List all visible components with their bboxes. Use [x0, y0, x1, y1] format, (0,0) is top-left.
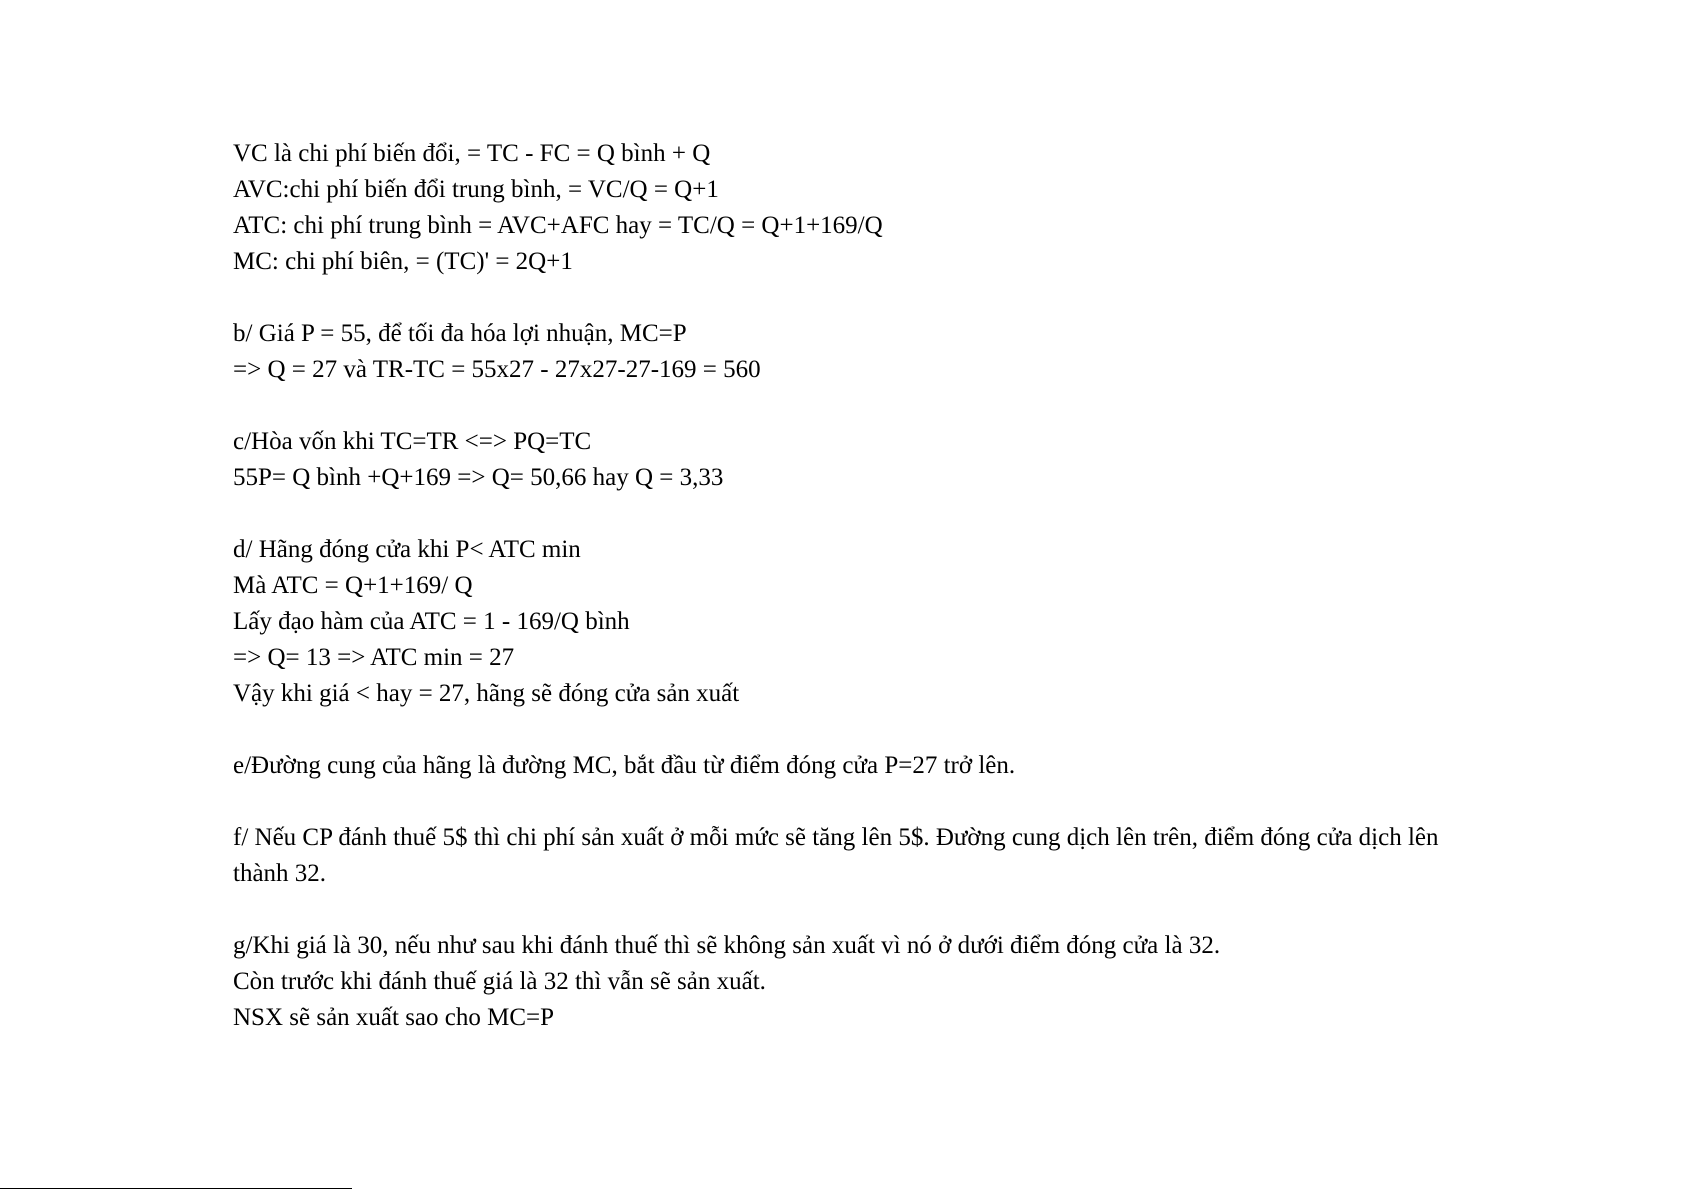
text-line: d/ Hãng đóng cửa khi P< ATC min [233, 536, 581, 563]
footnote-separator-line [0, 1188, 352, 1189]
text-line: e/Đường cung của hãng là đường MC, bắt đầu từ điểm đóng cửa P=27 trở lên. [233, 752, 1016, 779]
text-line: => Q= 13 => ATC min = 27 [233, 644, 515, 671]
text-line: Còn trước khi đánh thuế giá là 32 thì vẫn sẽ sản xuất. [233, 968, 766, 995]
paragraph-part-e [233, 748, 1473, 784]
text-line: Lấy đạo hàm của ATC = 1 - 169/Q bình [233, 608, 630, 635]
text-line: AVC:chi phí biến đổi trung bình, = VC/Q = Q+1 [233, 176, 719, 203]
paragraph-part-f [233, 820, 1473, 892]
text-line: MC: chi phí biên, = (TC)' = 2Q+1 [233, 248, 573, 275]
document-body [233, 136, 1473, 1072]
text-line: Vậy khi giá < hay = 27, hãng sẽ đóng cửa sản xuất [233, 680, 740, 707]
paragraph-part-c [233, 424, 1473, 496]
text-line: f/ Nếu CP đánh thuế 5$ thì chi phí sản xuất ở mỗi mức sẽ tăng lên 5$. Đường cung dịch lên trên, điểm đóng cửa dịch lên thành 32. [233, 824, 1439, 887]
paragraph-part-g [233, 928, 1473, 1036]
text-line: Mà ATC = Q+1+169/ Q [233, 572, 473, 599]
text-line: NSX sẽ sản xuất sao cho MC=P [233, 1004, 555, 1031]
paragraph-cost-definitions [233, 136, 1473, 280]
text-line: => Q = 27 và TR-TC = 55x27 - 27x27-27-169 = 560 [233, 356, 761, 383]
text-line: VC là chi phí biến đổi, = TC - FC = Q bình + Q [233, 140, 711, 167]
text-line: 55P= Q bình +Q+169 => Q= 50,66 hay Q = 3,33 [233, 464, 724, 491]
text-line: ATC: chi phí trung bình = AVC+AFC hay = TC/Q = Q+1+169/Q [233, 212, 883, 239]
text-line: g/Khi giá là 30, nếu như sau khi đánh thuế thì sẽ không sản xuất vì nó ở dưới điểm đóng cửa là 32. [233, 932, 1221, 959]
text-line: c/Hòa vốn khi TC=TR <=> PQ=TC [233, 428, 592, 455]
paragraph-part-b [233, 316, 1473, 388]
paragraph-part-d [233, 532, 1473, 712]
text-line: b/ Giá P = 55, để tối đa hóa lợi nhuận, MC=P [233, 320, 687, 347]
